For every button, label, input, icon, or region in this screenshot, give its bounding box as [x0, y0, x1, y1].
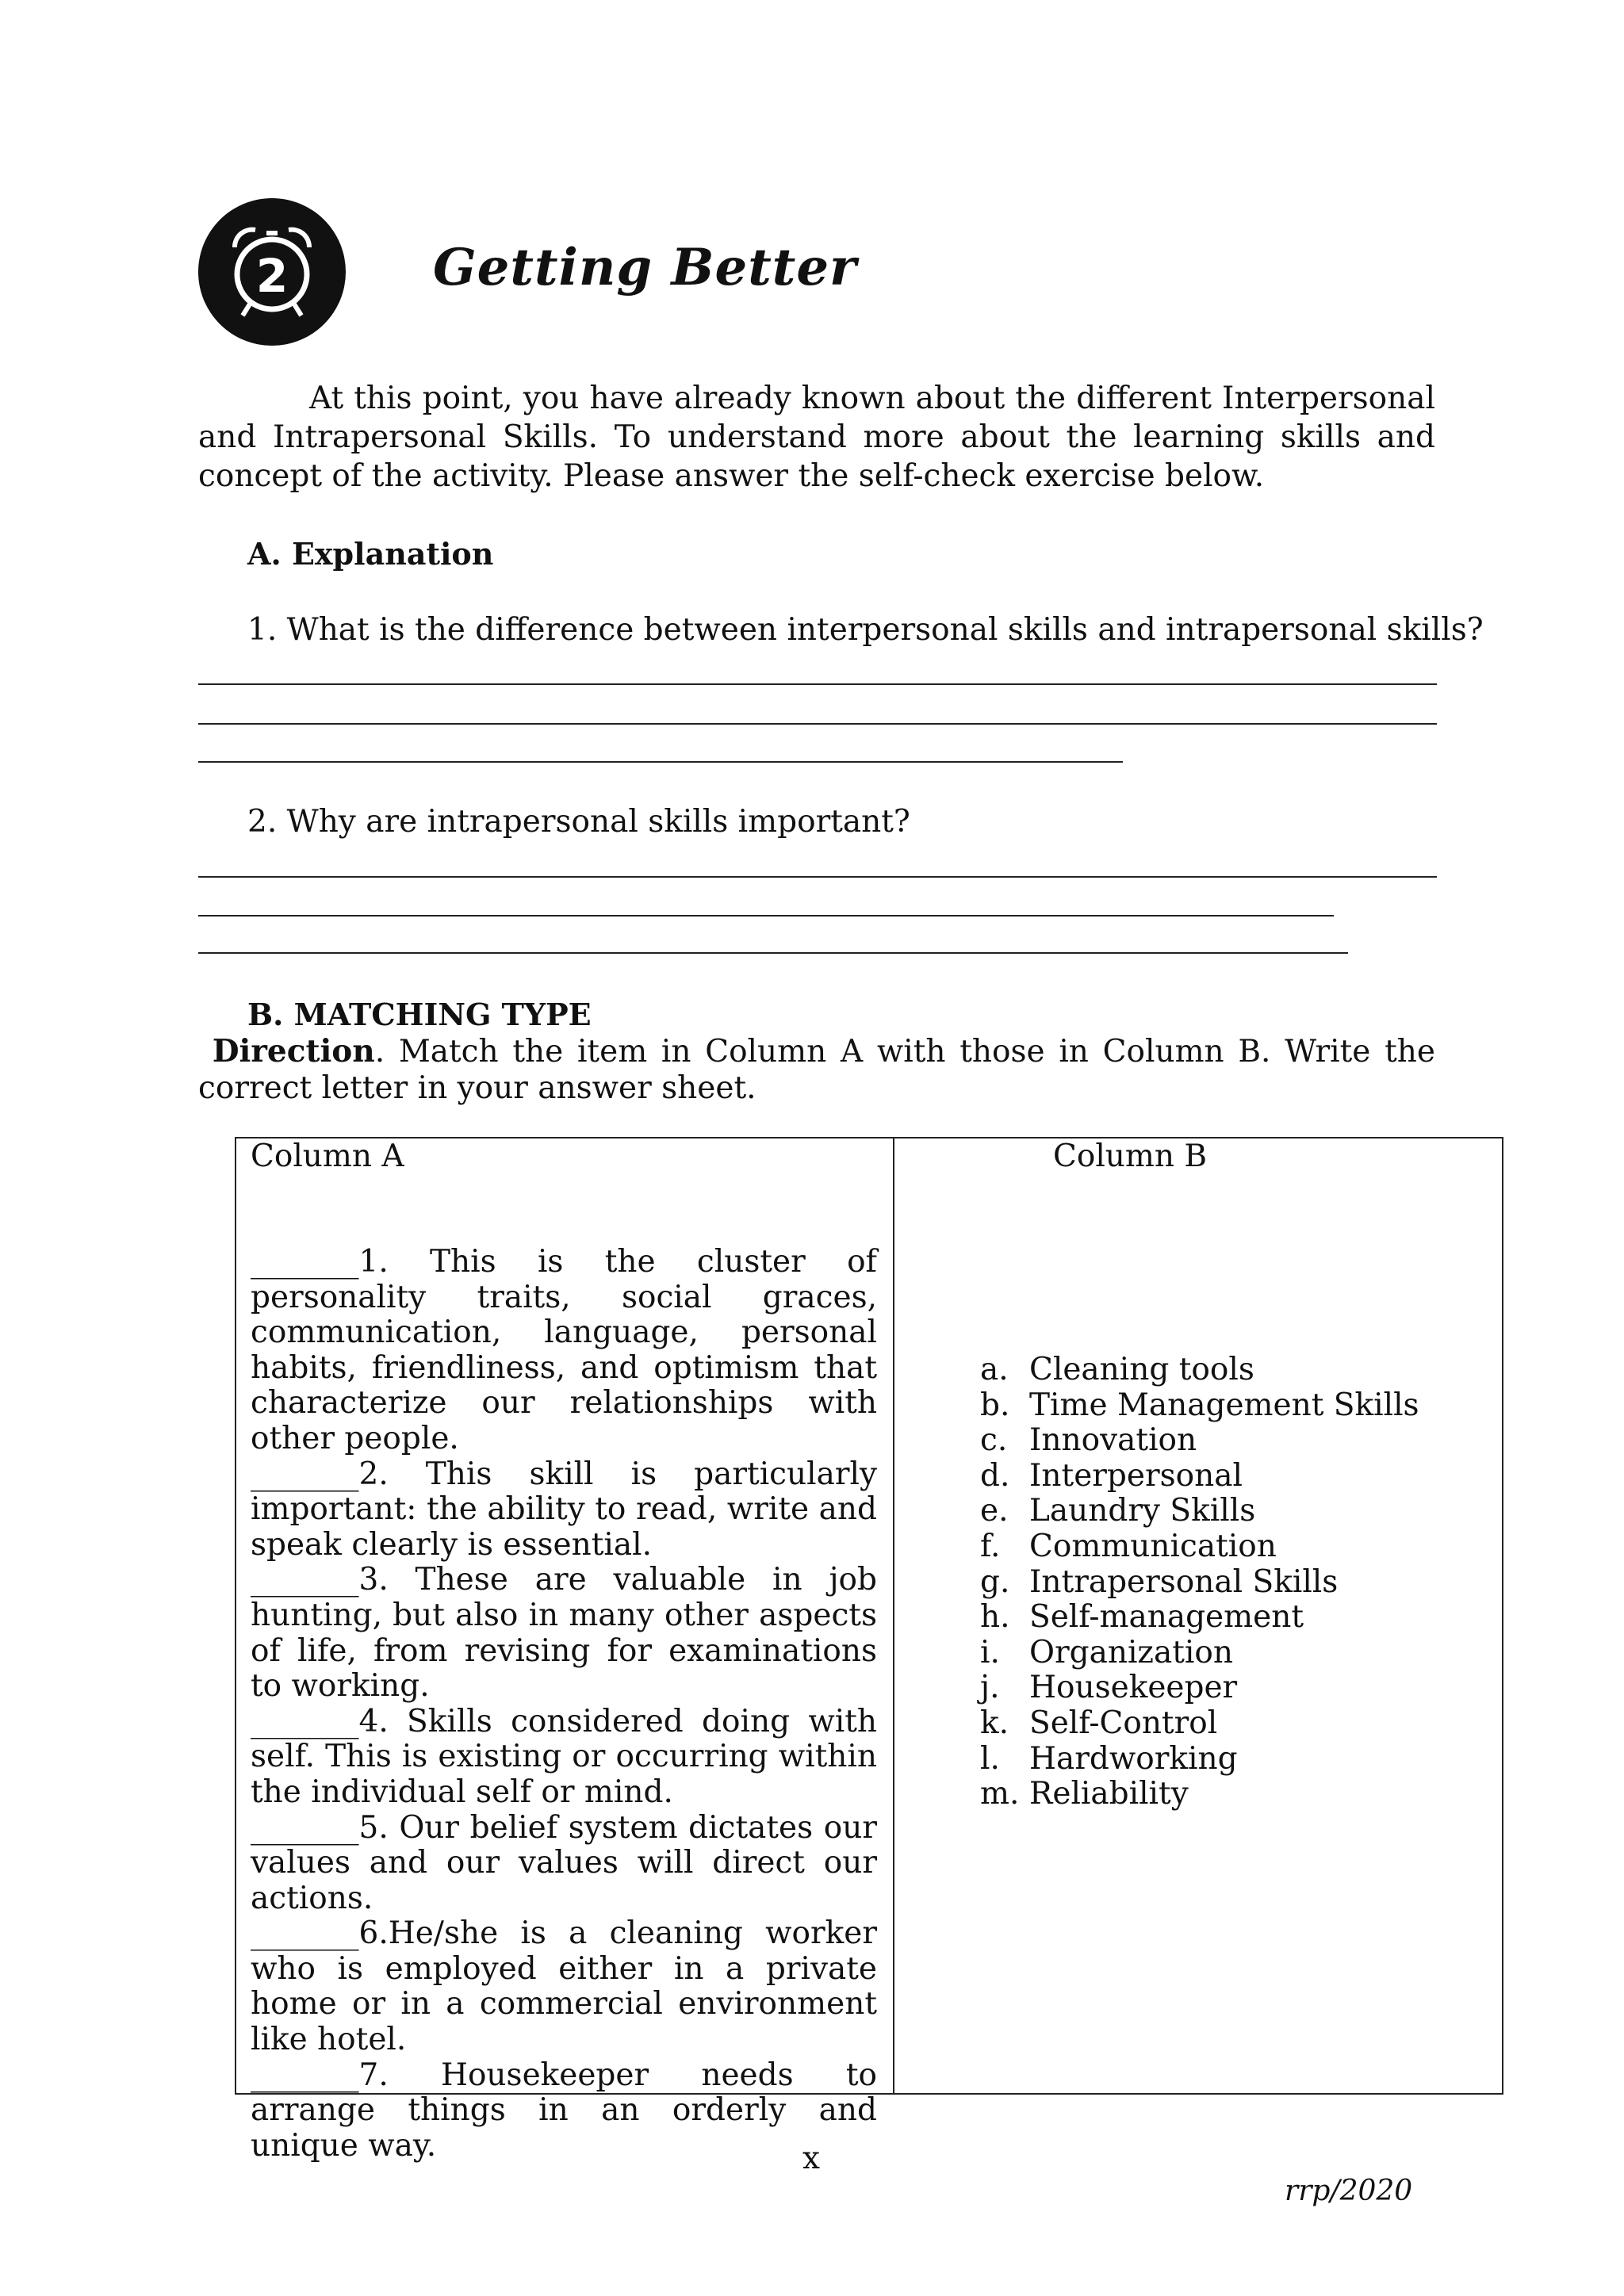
option-item — [980, 1459, 1419, 1494]
alarm-clock-number-icon — [198, 198, 346, 346]
answer-line — [198, 876, 1437, 878]
option-text: Intrapersonal Skills — [1029, 1563, 1339, 1600]
footer-code: rrp/2020 — [1285, 2175, 1413, 2207]
option-letter: k. — [980, 1705, 1009, 1741]
answer-line — [198, 723, 1437, 725]
column-a-header: Column A — [251, 1138, 404, 1174]
option-item — [980, 1742, 1419, 1777]
option-text: Interpersonal — [1029, 1457, 1243, 1494]
option-text: Housekeeper — [1029, 1670, 1238, 1706]
column-b-header: Column B — [1053, 1138, 1208, 1174]
option-text: Innovation — [1029, 1422, 1197, 1459]
direction-paragraph — [198, 1033, 1435, 1107]
option-item — [980, 1600, 1419, 1636]
option-letter: d. — [980, 1457, 1010, 1494]
direction-label: Direction — [212, 1033, 375, 1070]
column-b-options — [980, 1353, 1419, 1812]
option-text: Cleaning tools — [1029, 1352, 1254, 1387]
section-b-heading: B. MATCHING TYPE — [247, 997, 592, 1032]
option-item — [980, 1777, 1419, 1812]
option-item — [980, 1529, 1419, 1565]
option-item — [980, 1670, 1419, 1706]
answer-line — [198, 915, 1334, 916]
option-text: Hardworking — [1029, 1740, 1238, 1777]
option-letter: i. — [980, 1634, 1000, 1670]
page-title: Getting Better — [433, 238, 857, 297]
option-letter: c. — [980, 1422, 1008, 1459]
answer-line — [198, 761, 1123, 763]
matching-table — [235, 1137, 1503, 2164]
intro-paragraph — [198, 379, 1435, 496]
option-letter: g. — [980, 1563, 1010, 1600]
matching-item: _______2. This skill is particularly important: the ability to read, write and speak clearly is essential. — [251, 1456, 877, 1563]
option-item — [980, 1423, 1419, 1459]
matching-item: _______6.He/she is a cleaning worker who is employed either in a private home or in a commercial environment like hotel. — [251, 1915, 877, 2058]
question-2: 2. Why are intrapersonal skills important? — [247, 804, 910, 840]
matching-item: _______7. Housekeeper needs to arrange things in an orderly and unique way. — [251, 2057, 877, 2164]
direction-text: . Match the item in Column A with those in Column B. Write the correct letter in your answer sheet. — [198, 1034, 1435, 1106]
option-letter: e. — [980, 1493, 1009, 1529]
option-letter: f. — [980, 1528, 1001, 1564]
option-text: Self-management — [1029, 1599, 1304, 1636]
section-a-heading: A. Explanation — [247, 536, 494, 572]
matching-item: _______5. Our belief system dictates our values and our values will direct our actions. — [251, 1809, 877, 1916]
question-1: 1. What is the difference between interpersonal skills and intrapersonal skills? — [247, 612, 1484, 648]
option-text: Reliability — [1029, 1776, 1189, 1812]
matching-item: _______1. This is the cluster of personality traits, social graces, communication, language, personal habits, friendliness, and optimism that characterize our relationships with other people. — [251, 1244, 877, 1456]
option-letter: l. — [980, 1740, 1000, 1777]
option-letter: b. — [980, 1387, 1010, 1423]
option-text: Self-Control — [1029, 1705, 1218, 1741]
option-letter: h. — [980, 1599, 1010, 1636]
option-item — [980, 1565, 1419, 1601]
option-item — [980, 1636, 1419, 1671]
option-text: Laundry Skills — [1029, 1493, 1256, 1529]
option-item — [980, 1353, 1419, 1388]
option-item — [980, 1706, 1419, 1742]
option-letter: j. — [980, 1670, 1000, 1706]
answer-line — [198, 683, 1437, 685]
option-letter: a. — [980, 1352, 1009, 1387]
option-item — [980, 1494, 1419, 1529]
matching-item: _______3. These are valuable in job hunting, but also in many other aspects of life, from revising for examinations to working. — [251, 1562, 877, 1705]
option-item — [980, 1388, 1419, 1424]
option-text: Time Management Skills — [1029, 1387, 1419, 1423]
matching-item: _______4. Skills considered doing with self. This is existing or occurring within the individual self or mind. — [251, 1703, 877, 1810]
page-number: x — [802, 2141, 820, 2176]
answer-line — [198, 952, 1348, 954]
column-a-items — [251, 1245, 877, 2164]
option-text: Communication — [1029, 1528, 1277, 1564]
column-divider — [893, 1138, 894, 2093]
intro-text: At this point, you have already known about the different Interpersonal and Intrapersonal Skills. To understand more about the learning skills and concept of the activity. Please answer the self-check exercise below. — [198, 381, 1435, 494]
option-letter: m. — [980, 1776, 1020, 1812]
icon-number: 2 — [255, 249, 289, 303]
option-text: Organization — [1029, 1634, 1233, 1670]
